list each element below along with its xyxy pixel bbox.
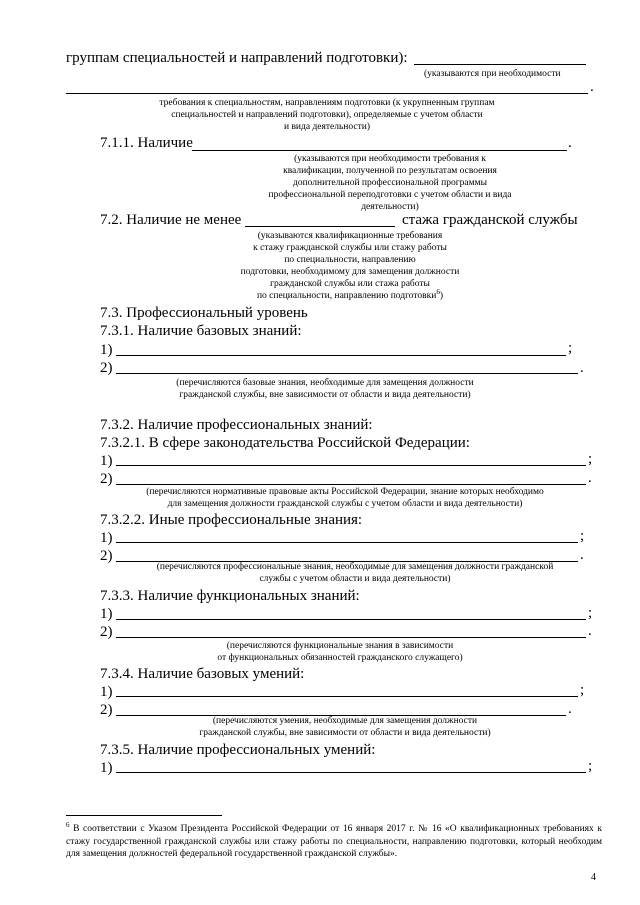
item-dot: . bbox=[568, 701, 572, 717]
section-7-1-1-dot: . bbox=[568, 135, 572, 151]
item-number: 2) bbox=[100, 360, 113, 376]
section-7-3-3-title: 7.3.3. Наличие функциональных знаний: bbox=[100, 588, 360, 604]
section-7-3-2-title: 7.3.2. Наличие профессиональных знаний: bbox=[100, 417, 373, 433]
item-dot: . bbox=[580, 360, 584, 376]
intro-fill-line bbox=[414, 64, 586, 65]
section-7-3-1-title: 7.3.1. Наличие базовых знаний: bbox=[100, 323, 302, 339]
item-dot: . bbox=[588, 470, 592, 486]
item-number: 2) bbox=[100, 471, 113, 487]
item-semicolon: ; bbox=[580, 682, 585, 698]
item-number: 2) bbox=[100, 702, 113, 718]
item-number: 1) bbox=[100, 530, 113, 546]
fill-line bbox=[116, 373, 578, 374]
item-semicolon: ; bbox=[568, 340, 573, 356]
section-7-3-4-hint: (перечисляются умения, необходимые для замещения должности гражданской службы, вне зависимости от области и вида деятельности) bbox=[199, 716, 491, 738]
intro-long-line bbox=[66, 93, 588, 94]
item-number: 2) bbox=[100, 548, 113, 564]
fill-line bbox=[116, 772, 586, 773]
item-number: 1) bbox=[100, 606, 113, 622]
section-7-3-1-hint: (перечисляются базовые знания, необходимые для замещения должности гражданской службы, вне зависимости от области и вида деятельности) bbox=[176, 378, 474, 400]
fill-line bbox=[116, 355, 566, 356]
section-7-3-title: 7.3. Профессиональный уровень bbox=[100, 305, 308, 321]
fill-line bbox=[116, 542, 578, 543]
intro-end-dot: . bbox=[590, 79, 594, 95]
section-7-2-line bbox=[245, 226, 395, 227]
item-dot: . bbox=[588, 623, 592, 639]
section-7-3-5-title: 7.3.5. Наличие профессиональных умений: bbox=[100, 742, 376, 758]
item-number: 1) bbox=[100, 684, 113, 700]
fill-line bbox=[116, 637, 586, 638]
fill-line bbox=[116, 619, 586, 620]
section-7-1-1-hint: (указываются при необходимости требования к квалификации, полученной по результатам освоения дополнительной профессиональной программы профессиональной переподготовки с учетом области и вида деятельности) bbox=[268, 154, 512, 212]
item-semicolon: ; bbox=[588, 605, 593, 621]
section-7-2-label: 7.2. Наличие не менее bbox=[100, 212, 242, 228]
intro-heading: группам специальностей и направлений подготовки): bbox=[66, 50, 408, 66]
item-number: 1) bbox=[100, 453, 113, 469]
section-7-3-2-1-hint: (перечисляются нормативные правовые акты Российской Федерации, знание которых необходимо для замещения должности гражданской службы с учетом области и вида деятельности) bbox=[146, 487, 544, 509]
item-semicolon: ; bbox=[588, 451, 593, 467]
footnote-ref: 6 bbox=[436, 287, 440, 296]
section-7-1-1-label: 7.1.1. Наличие bbox=[100, 135, 193, 151]
item-number: 2) bbox=[100, 624, 113, 640]
fill-line bbox=[116, 465, 586, 466]
footnote-separator bbox=[66, 815, 222, 816]
intro-hint-block: требования к специальностям, направлениям подготовки (к укрупненным группам специальностей и направлений подготовки), определяемые с учетом области и вида деятельности) bbox=[159, 98, 495, 132]
footnote bbox=[66, 820, 602, 861]
section-7-3-2-1-title: 7.3.2.1. В сфере законодательства Российской Федерации: bbox=[100, 435, 470, 451]
intro-hint-right: (указываются при необходимости bbox=[424, 69, 561, 79]
section-7-3-3-hint: (перечисляются функциональные знания в зависимости от функциональных обязанностей гражданского служащего) bbox=[217, 641, 463, 663]
section-7-3-2-2-title: 7.3.2.2. Иные профессиональные знания: bbox=[100, 512, 363, 528]
item-number: 1) bbox=[100, 342, 113, 358]
footnote-marker: 6 bbox=[66, 820, 70, 829]
section-7-1-1-line bbox=[192, 150, 567, 151]
item-number: 1) bbox=[100, 760, 113, 776]
page-number: 4 bbox=[591, 872, 596, 883]
item-semicolon: ; bbox=[580, 528, 585, 544]
section-7-2-hint: (указываются квалификационные требования к стажу гражданской службы или стажу работы по специальности, направлению подготовки, необходимому для замещения должности гражданской службы или стажа работы по специальности, направлению подготовки$^6$) bbox=[240, 231, 460, 301]
item-dot: . bbox=[580, 547, 584, 563]
section-7-2-suffix: стажа гражданской службы bbox=[402, 212, 578, 228]
fill-line bbox=[116, 696, 578, 697]
section-7-3-2-2-hint: (перечисляются профессиональные знания, необходимые для замещения должности гражданской службы с учетом области и вида деятельности) bbox=[156, 562, 554, 584]
item-semicolon: ; bbox=[588, 758, 593, 774]
fill-line bbox=[116, 484, 586, 485]
section-7-3-4-title: 7.3.4. Наличие базовых умений: bbox=[100, 666, 305, 682]
footnote-text: В соответствии с Указом Президента Российской Федерации от 16 января 2017 г. № 16 «О квалификационных требованиях к стажу государственной гражданской службы или стажу работы по специальности, направлению подготовки, который необходим для замещения должностей федеральной государственной гражданской службы». bbox=[66, 824, 602, 859]
